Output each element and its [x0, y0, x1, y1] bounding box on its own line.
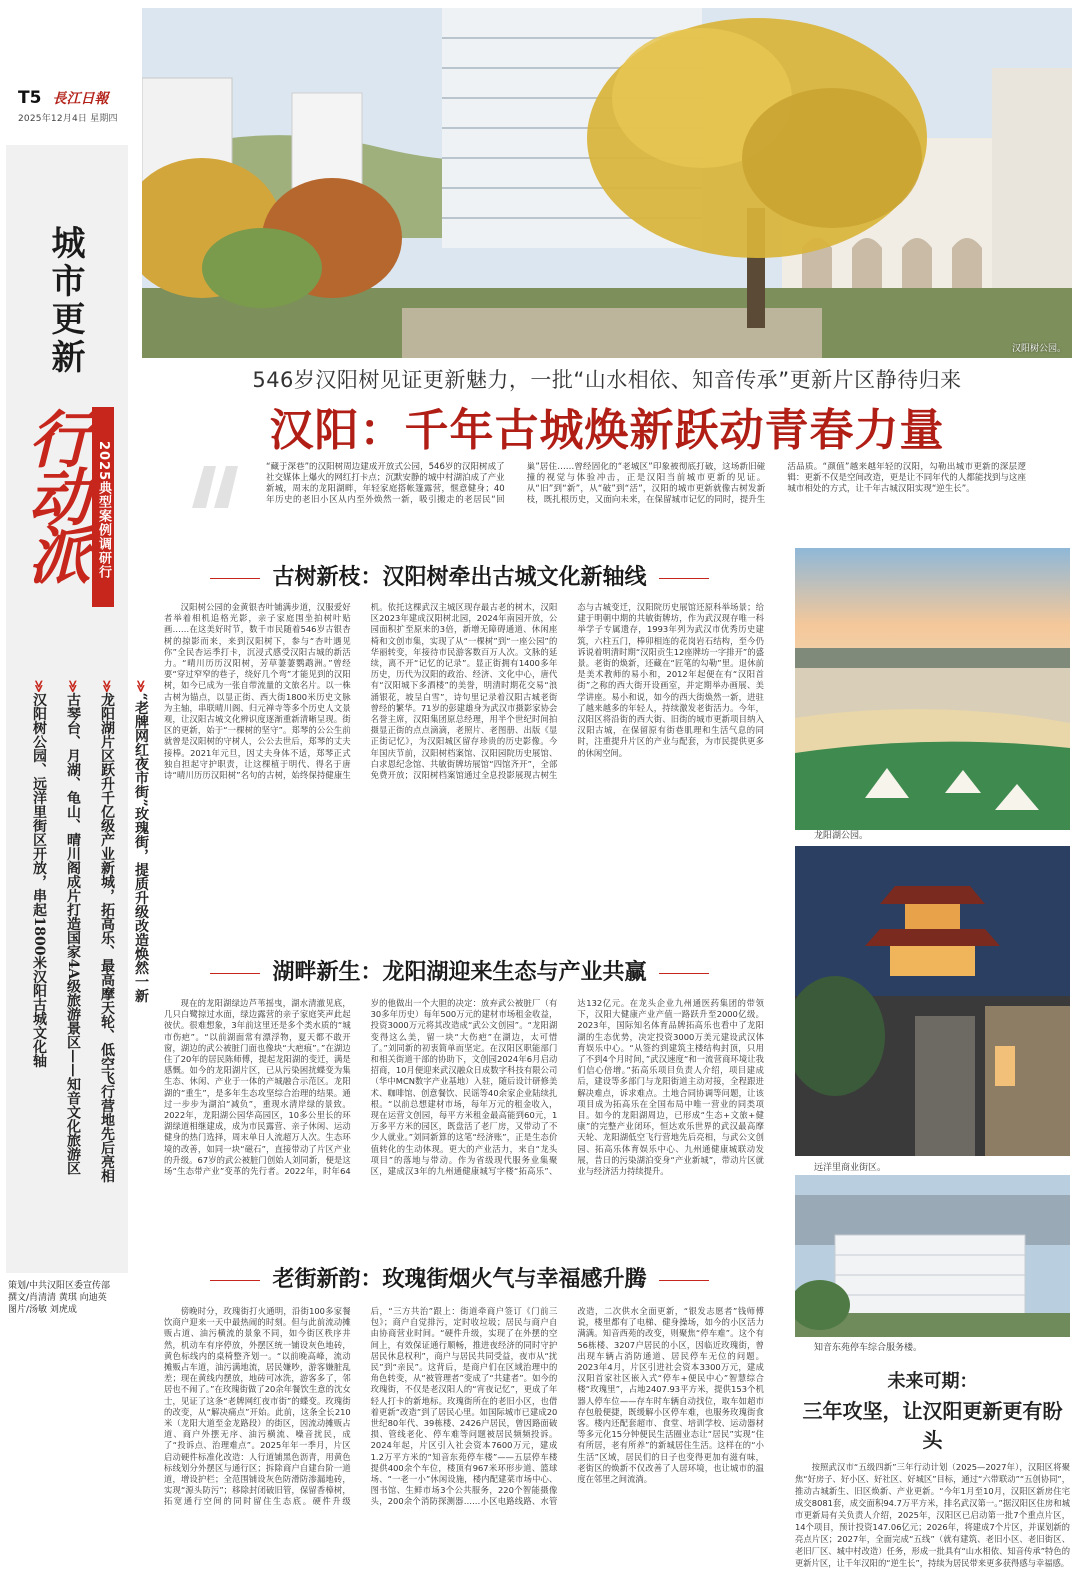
subheading-item: ≫古琴台、月湖、龟山、晴川阁成片打造国家4A级旅游景区——知音文化旅游区 — [65, 680, 81, 1176]
lake-park-illustration — [795, 548, 1070, 830]
lead-paragraph: “藏于深巷”的汉阳树周边建成开放式公园，546岁的汉阳树成了社交媒体上爆火的网红打卡点；沉默安静的城中村湖泊成了产业新城，周末的龙阳湖畔，年轻家庭搭帐篷露营，惬意健身；40年历史的老旧小区从内至外焕然一新，吸引搬走的老居民“回巢”居住……曾经固化的“老城区”印象被彻底打破，这场新旧碰撞的视觉与体验冲击，正是汉阳当前城市更新的见证。从“旧”到“新”，从“破”到“活”，汉阳的城市更新就像古树发新枝，既扎根历史，又面向未来，在保留城市记忆的同时，提升生活品质。“颜值”越来越年轻的汉阳，勾勒出城市更新的深层逻辑：更新不仅是空间改造，更是让不同年代的人都能找到与这座城市相处的方式，让千年古城汉阳实现“逆生长”。 — [266, 462, 1026, 505]
subheading-item: ≫汉阳树公园、远洋里街区开放，串起1800米汉阳古城文化轴 — [31, 680, 47, 1068]
commercial-street-illustration — [795, 846, 1070, 1156]
headline-title: 汉阳：千年古城焕新跃动青春力量 — [269, 405, 945, 456]
photo-caption: 龙阳湖公园。 — [814, 831, 869, 841]
credits — [8, 1280, 132, 1316]
future-box-body: 按照武汉市“五级四新”三年行动计划（2025—2027年），汉阳区将聚焦“好房子、好小区、好社区、好城区”目标，通过“六带联动”“五创协同”，推动古城新生、旧区焕新、产业更新。“今年1月至10月，汉阳区新房住宅成交8081套，成交面积94.7万平方米，排名武汉第一。”据汉阳区住房和城市更新局有关负责人介绍，2025年，汉阳区已启动第一批7个重点片区，14个项目，预计投资147.06亿元；2026年，将建成7个片区，并谋划新的亮点片区；2027年，全面完成“五线”（就有建筑、老旧小区、老旧街区、老旧厂区、城中村改造）任务，形成一批具有“山水相依、知音传承”特色的更新片区，让千年汉阳的“逆生长”，持续为居民带来更多获得感与幸福感。 — [795, 1462, 1070, 1568]
double-chevron-icon: ≫ — [32, 680, 46, 693]
section-body: 现在的龙阳湖绿边芦苇摇曳，湖水清澈见底，几只白鹭掠过水面，绿边露营的亲子家庭笑声此起彼伏。很难想象，3年前这里还是多个类水质的“城市伤疤”。“以前湖面常有漂浮物，夏天都不敢开窗，湖边的武公被脏门面也像块“大疤痕”。”在湖边住了20年的居民陈师傅，提起龙阳湖的变迁，满是感慨。如今的龙阳湖片区，已从污染困扰蝶变为集生态、休闲、产业于一体的产城融合示范区。龙阳湖的“重生”，是多年生态攻坚综合治理的结果。通过一步步为湖泊“减负”，重现水清岸绿的景致。2022年，龙阳湖公园华高园区，10多公里长的环湖绿道相继建成，成为市民露营、亲子休闲、运动健身的热门选择，周末单日人流超万人次。生态环境的改善，如同一块“磁石”，直接带动了片区产业的升级。67岁的武公被脏门创始人刘同新，便是这场“生态带产业”变革的先行者。2022年，时年64岁的他做出一个大胆的决定：放弃武公被脏厂（有30多年历史）每年500万元的建材市场租金收益，投资3000万元将其改造成“武公文创园”。“龙阳湖变得这么美，留一块“大伤疤”在湖边，太可惜了。”刘同新的初衷简单而坚定。在汉阳区职能部门和相关街道干部的协助下，文创园2024年6月启动招商，10月便迎来武汉融众日成数字科技有限公司（华中MCN数字产业基地）入驻，随后设计研修美术、咖啡馆、创意餐饮、民谣等40余家企业陆续扎根。“以前总想建材市场，每年万元的租金收入，现在运营文创园，每平方米租金最高能到60元，1万多平方米的园区，既盘活了老厂房，又带动了不少人就业。”刘同新算的这笔“经济账”，正是生态价值转化的生动体现。更大的产业活力，来自“龙头项目”的落地与带动。作为省级现代服务业集聚区，建成汉3年的九州通健康城写字楼“拓高乐”、达132亿元。在龙头企业九州通医药集团的带领下，汉阳大健康产业产值一路跃升至2000亿级。2023年，国际知名体育品牌拓高乐也看中了龙阳湖的生态优势，决定投资3000万美元建设武汉体育娱乐中心。“从签约到建筑主楼结构封顶，只用了不到4个月时间，”武汉速度“和一流营商环境让我们信心倍增。”拓高乐项目负责人介绍，项目建成后，建设等多部门与龙阳街道主动对接，全程跟进解决难点，诉求难点。土地合同协调等问题，让该项目成为拓高乐在全国布局中唯一营业的同类项目。如今的龙阳湖周边，已形成“生态+文旅+健康”的完整产业闭环，恒达欢乐世界的武汉最高摩天轮、龙阳湖低空飞行营地先后亮相，与武公文创园、拓高乐体育娱乐中心、九州通健康城联动发展，昔日的污染湖泊变身“产业新城”，带动片区就业与经济活力持续提升。 — [164, 998, 764, 1177]
publication-date: 2025年12月4日 星期四 — [18, 114, 118, 124]
section-body: 汉阳树公园的金黄银杏叶铺满步道，汉服爱好者举着相机追格光影，亲子家庭围坐拍树叶贴画……在这美好时节，数千市民随着546岁古银杏树的掠影而来，来到汉阳树下，参与“杏叶遇见你”全民杏运季打卡，沉浸式感受汉阳古城的新活力。“晴川历历汉阳树，芳草萋萋鹦鹉洲。”曾经要“穿过窄窄的巷子，绕好几个弯”才能见到的汉阳树，如今已成为一张自带流量的文旅名片。以一株古树为锚点，以显正街、西大街1800米历史文脉为主轴，串联晴川阁、归元禅寺等多个历史人文景观，让汉阳古城文化辨识度逐渐重新清晰呈现。街区的更新，始于“一棵树的坚守”。郑琴的公公生前就曾是汉阳树的守树人，公公去世后，郑琴的丈夫接棒。2021年元旦，因丈夫身体不适，郑琴正式独自担起守护职责，让这棵植于明代、得名于唐诗“晴川历历汉阳树”名句的古树，始终保持健康生机。依托这棵武汉主城区现存最古老的树木，汉阳区2023年建成汉阳树北园，2024年南园开放，公园面积扩至原来的3倍，新增无障碍通道、休闲座椅和文创市集，实现了从“一棵树”到“一座公园”的华丽转变，年接待市民游客数百万人次。文脉的延续，离不开“记忆的记录”。显正街拥有1400多年历史，历代为汉阳的政治、经济、文化中心，唐代有“汉阳城下多酒楼”的美誉，明清时期花交易“浪涌银花，坡呈白雪”，诗句里记录着汉阳古城老街曾经的繁华。71岁的彭建雄身为武汉市摄影家协会名誉主席，汉阳集团原总经理，用半个世纪时间拍摄显正街的点点滴滴，老照片、老图册、出版《显正街记忆》，为汉阳城区留存珍贵的历史影像。今年国庆节前，汉阳树档案馆、汉阳园院历史展馆、白求恩纪念馆、共敏街牌坊展馆“四馆齐开”，全部免费开放；汉阳树档案馆通过全息投影展现古树生态与古城变迁，汉阳院历史展馆还原科举场景；给建于明朝中期的共敏街牌坊，作为武汉现存唯一科举学子专属遗存，1993年列为武汉市优秀历史建筑，六柱五门，棒卯相连的花岗岩石结构，至今仍诉说着明清时期“汉阳贡生12座牌坊一字排开”的盛景。老街的焕新，还藏在“匠笔的勾勒”里。退休前是美术教师的易小和，2012年起便在有“汉阳首街”之称的西大街开设画室，并定期举办画展、美学讲座。易小和说，如今的西大街焕然一新，进驻了越来越多的年轻人，持续激发老街活力。今年，汉阳区将沿街的西大街、旧街的城市更新项目纳入汉阳古城，在保留原有街巷肌理和生活气息的同时，注重提升片区的产业与配套，为市民提供更多的休闲空间。 — [164, 602, 764, 781]
future-outlook-box — [795, 1367, 1070, 1567]
column-sidebar — [6, 145, 149, 1273]
future-box-title: 未来可期： — [887, 1371, 978, 1392]
double-chevron-icon: ≫ — [134, 680, 148, 693]
double-chevron-icon: ≫ — [66, 680, 80, 693]
column-title: 城市更新 — [45, 225, 85, 377]
section-body: 傍晚时分，玫瑰街打火通明，沿街100多家餐饮商户迎来一天中最热闹的时刻。但与此前流动摊贩占道、油污横流的景象不同，如今街区秩序井然，机动车有序停放，外摆区统一铺设灰色地砖，黄色标线内的桌椅整齐划一。“以前晚高峰，流动摊贩占车道，油污满地流，居民嫌吵，游客嫌脏乱差；现在黄线内摆放，地砖可冰洗，游客多了，邻居也不闹了。”在玫瑰街做了20余年餐饮生意的沈女士，见证了这条“老牌网红夜市街”的蝶变。玫瑰街的改变，从“解决痛点”开始。此前，这条全长210米（龙阳大道至金龙路段）的街区，因流动摊贩占道、商户外摆无序、油污横流、噪音扰民，成了“投诉点、治理难点”。2025年年一季月，片区启动硬件标准化改造：人行道铺黑色沥青，用黄色标线划分外摆区与通行区；拆除商户自建台阶一道道，增设护栏；全范围铺设灰色防滑防渗漏地砖，实现“源头防污”；移除封闭破旧管，保留香樟树，拓宽通行空间的同时留住生态底。硬件升级后，“三方共治”跟上：街道牵商户签订《门前三包》；商户自觉排污，定时收垃圾；居民与商户自由协商营业时间。“硬件升级，实现了在外摆的空间上，有效保证通行顺畅，推进夜经济的同时守护居民休息权利”，商户与居民共同受益，夜市从“扰民”到“亲民”。这背后，是商户们在区域治理中的角色转变，从“被管理者”变成了“共建者”。如今的玫瑰街，不仅是老汉阳人的“宵夜记忆”，更成了年轻人打卡的新地标。玫瑰街所在的老旧小区，也借着更新“改造”到了居民心里。如国际城市已建成20世纪80年代、39栋楼、2426户居民，曾因路面破损、管线老化、停车难等问题被居民频频投诉。2024年起，片区引入社会资本7600万元，建成1.2万平方米的“知音东苑停车楼”——五层停车楼提供400余个车位，楼顶有967米环形步道、篮球场、“一老一小”休闲设施，楼内配建菜市场中心、图书馆、生鲜市场3个公共服务，220个智能摄像头，200余个消防探测器……小区电路线路、水管改造，二次供水全面更新，“银发志愿者”钱师傅说，楼里都有了电梯、健身操场，如今的小区活力满满。知音西苑的改变，则聚焦“停车难”。这个有56栋楼、3207户居民的小区，因临近玫瑰街，曾出现车辆占消防通道、居民停车无位的问题。2023年4月，片区引进社会资本3300万元，建成汉阳首家社区嵌入式“停车+便民中心”智慧综合楼“玫瑰里”，占地2407.93平方米，提供153个机器人停车位——存车时车辆自动找位，取车如超市存包般便捷，既缓解小区停车难，也服务玫瑰街食客。楼内还配套超市、食堂、培训学校、运动器材等多元化15分钟便民生活圈业态让“居民”实现“住有所居，老有所养”的新城居住生活。这样在的“小生活”区域，居民们的日子也变得更加有滋有味，老街区的焕新不仅改善了人居环境，也让城市的温度在邻里之间流淌。 — [164, 1306, 764, 1507]
photo-caption: 远洋里商业街区。 — [814, 1163, 887, 1173]
credit-photos: 图片/汤敏 刘虎成 — [8, 1305, 77, 1315]
newspaper-logo: 長江日報 — [52, 91, 109, 107]
credit-planning: 策划/中共汉阳区委宣传部 — [8, 1281, 111, 1291]
parking-building-illustration — [795, 1175, 1070, 1337]
double-chevron-icon: ≫ — [100, 680, 114, 693]
photo-caption: 知音东苑停车综合服务楼。 — [814, 1343, 923, 1353]
credit-writers: 撰文/肖清清 黄琪 向迪英 — [8, 1293, 107, 1303]
masthead — [18, 88, 128, 124]
lake-park-photo — [795, 548, 1070, 830]
hero-photo — [142, 8, 1072, 358]
quote-mark-icon — [188, 458, 242, 512]
commercial-street-photo — [795, 846, 1070, 1156]
section-heading: 湖畔新生：龙阳湖迎来生态与产业共赢 — [142, 955, 777, 986]
section-heading: 老街新韵：玫瑰街烟火气与幸福感升腾 — [142, 1262, 777, 1293]
section-heading: 古树新枝：汉阳树牵出古城文化新轴线 — [142, 560, 777, 591]
future-box-subtitle: 三年攻坚，让汉阳更新更有盼头 — [802, 1399, 1063, 1452]
subheading-list — [18, 680, 150, 1240]
page-number: T5 — [18, 88, 42, 108]
hero-caption: 汉阳树公园。 — [1011, 344, 1066, 354]
subheading-item: ≫“老牌网红夜市街”玫瑰街，提质升级改造焕然一新 — [133, 680, 149, 1003]
parking-building-photo — [795, 1175, 1070, 1337]
column-brand: 行动派 — [18, 407, 91, 581]
headline-kicker: 546岁汉阳树见证更新魅力，一批“山水相依、知音传承”更新片区静待归来 — [252, 368, 962, 392]
column-badge: 2025典型案例调研行 — [92, 407, 114, 607]
subheading-item: ≫龙阳湖片区跃升千亿级产业新城，拓高乐、最高摩天轮、低空飞行营地先后亮相 — [99, 680, 115, 1183]
hero-illustration — [142, 8, 1072, 358]
